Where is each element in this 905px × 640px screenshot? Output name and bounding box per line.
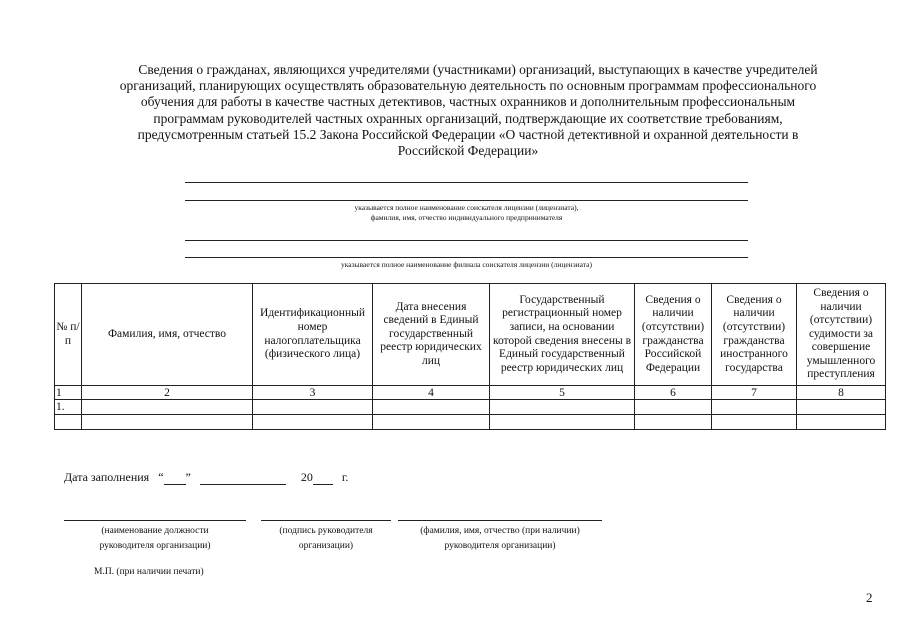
- table-cell[interactable]: [797, 415, 886, 430]
- table-cell[interactable]: [253, 400, 373, 415]
- caption-line: (подпись руководителя: [279, 526, 373, 536]
- column-number: 6: [635, 386, 712, 400]
- close-quote: ”: [185, 470, 191, 484]
- year-suffix: г.: [341, 470, 349, 484]
- caption-line: руководителя организации): [99, 541, 211, 551]
- table-cell[interactable]: [82, 415, 253, 430]
- branch-name-line[interactable]: [185, 257, 748, 258]
- fill-date: [64, 470, 348, 485]
- title-line: Российской Федерации»: [397, 143, 539, 159]
- signature-caption: [261, 524, 391, 554]
- table-cell[interactable]: [797, 400, 886, 415]
- column-header: Идентификационный номер налогоплательщика (физического лица): [253, 284, 373, 386]
- applicant-caption: [185, 203, 748, 223]
- table-cell[interactable]: [373, 415, 490, 430]
- table-cell[interactable]: [712, 400, 797, 415]
- column-number-row: [55, 386, 886, 400]
- applicant-caption-line: указывается полное наименование соискателя лицензии (лицензиата),: [354, 203, 579, 212]
- month-field[interactable]: [200, 472, 286, 485]
- title-line: программам руководителей частных охранных организаций, подтверждающие их соответствие требованиям,: [153, 110, 783, 126]
- table-cell[interactable]: [373, 400, 490, 415]
- table-cell[interactable]: [490, 415, 635, 430]
- open-quote: “: [158, 470, 164, 484]
- column-number: 1: [55, 386, 82, 400]
- table-row: [55, 415, 886, 430]
- column-number: 8: [797, 386, 886, 400]
- stamp-note: М.П. (при наличии печати): [94, 567, 204, 577]
- day-field[interactable]: [164, 472, 186, 485]
- applicant-name-line[interactable]: [185, 182, 748, 183]
- branch-caption: указывается полное наименование филиала соискателя лицензии (лицензиата): [340, 260, 593, 269]
- table-cell[interactable]: [635, 400, 712, 415]
- caption-line: организации): [298, 541, 354, 551]
- column-header: Государственный регистрационный номер записи, на основании которой сведения внесены в Единый государственный реестр юридических лиц: [490, 284, 635, 386]
- page-number: 2: [866, 590, 873, 605]
- position-line[interactable]: [64, 520, 246, 521]
- caption-line: (фамилия, имя, отчество (при наличии): [420, 526, 580, 536]
- table-cell[interactable]: [82, 400, 253, 415]
- table-row: [55, 400, 886, 415]
- branch-name-line[interactable]: [185, 240, 748, 241]
- column-header: № п/п: [55, 284, 82, 386]
- table-cell[interactable]: [635, 415, 712, 430]
- title-line: Сведения о гражданах, являющихся учредителями (участниками) организаций, выступающих в качестве учредителей: [138, 62, 818, 77]
- full-name-caption: [398, 524, 602, 554]
- caption-line: (наименование должности: [101, 526, 209, 536]
- column-header: Фамилия, имя, отчество: [82, 284, 253, 386]
- column-header: Сведения о наличии (отсутствии) судимости за совершение умышленного преступления: [797, 284, 886, 386]
- full-name-line[interactable]: [398, 520, 602, 521]
- title-line: организаций, планирующих осуществлять образовательную деятельность по основным программам профессионального: [119, 78, 817, 94]
- column-header: Сведения о наличии (отсутствии) гражданства Российской Федерации: [635, 284, 712, 386]
- column-number: 7: [712, 386, 797, 400]
- position-caption: [64, 524, 246, 554]
- table-cell[interactable]: [55, 415, 82, 430]
- applicant-name-line[interactable]: [185, 200, 748, 201]
- table-cell[interactable]: [490, 400, 635, 415]
- column-header: Сведения о наличии (отсутствии) гражданства иностранного государства: [712, 284, 797, 386]
- signature-line[interactable]: [261, 520, 391, 521]
- table-cell[interactable]: [712, 415, 797, 430]
- year-prefix: 20: [300, 470, 313, 484]
- caption-line: руководителя организации): [444, 541, 556, 551]
- column-number: 2: [82, 386, 253, 400]
- title-line: предусмотренным статьей 15.2 Закона Российской Федерации «О частной детективной и охранной деятельности в: [137, 126, 799, 142]
- founders-table: [54, 283, 886, 430]
- document-title: [78, 62, 858, 159]
- title-line: обучения для работы в качестве частных детективов, частных охранников и дополнительным профессиональным: [140, 94, 796, 110]
- year-field[interactable]: [313, 472, 333, 485]
- column-header: Дата внесения сведений в Единый государственный реестр юридических лиц: [373, 284, 490, 386]
- column-number: 4: [373, 386, 490, 400]
- column-number: 5: [490, 386, 635, 400]
- table-cell[interactable]: [253, 415, 373, 430]
- table-cell[interactable]: 1.: [55, 400, 82, 415]
- applicant-caption-line: фамилия, имя, отчество индивидуального предпринимателя: [370, 213, 563, 222]
- fill-date-label: Дата заполнения: [64, 470, 150, 484]
- column-number: 3: [253, 386, 373, 400]
- table-header-row: [55, 284, 886, 386]
